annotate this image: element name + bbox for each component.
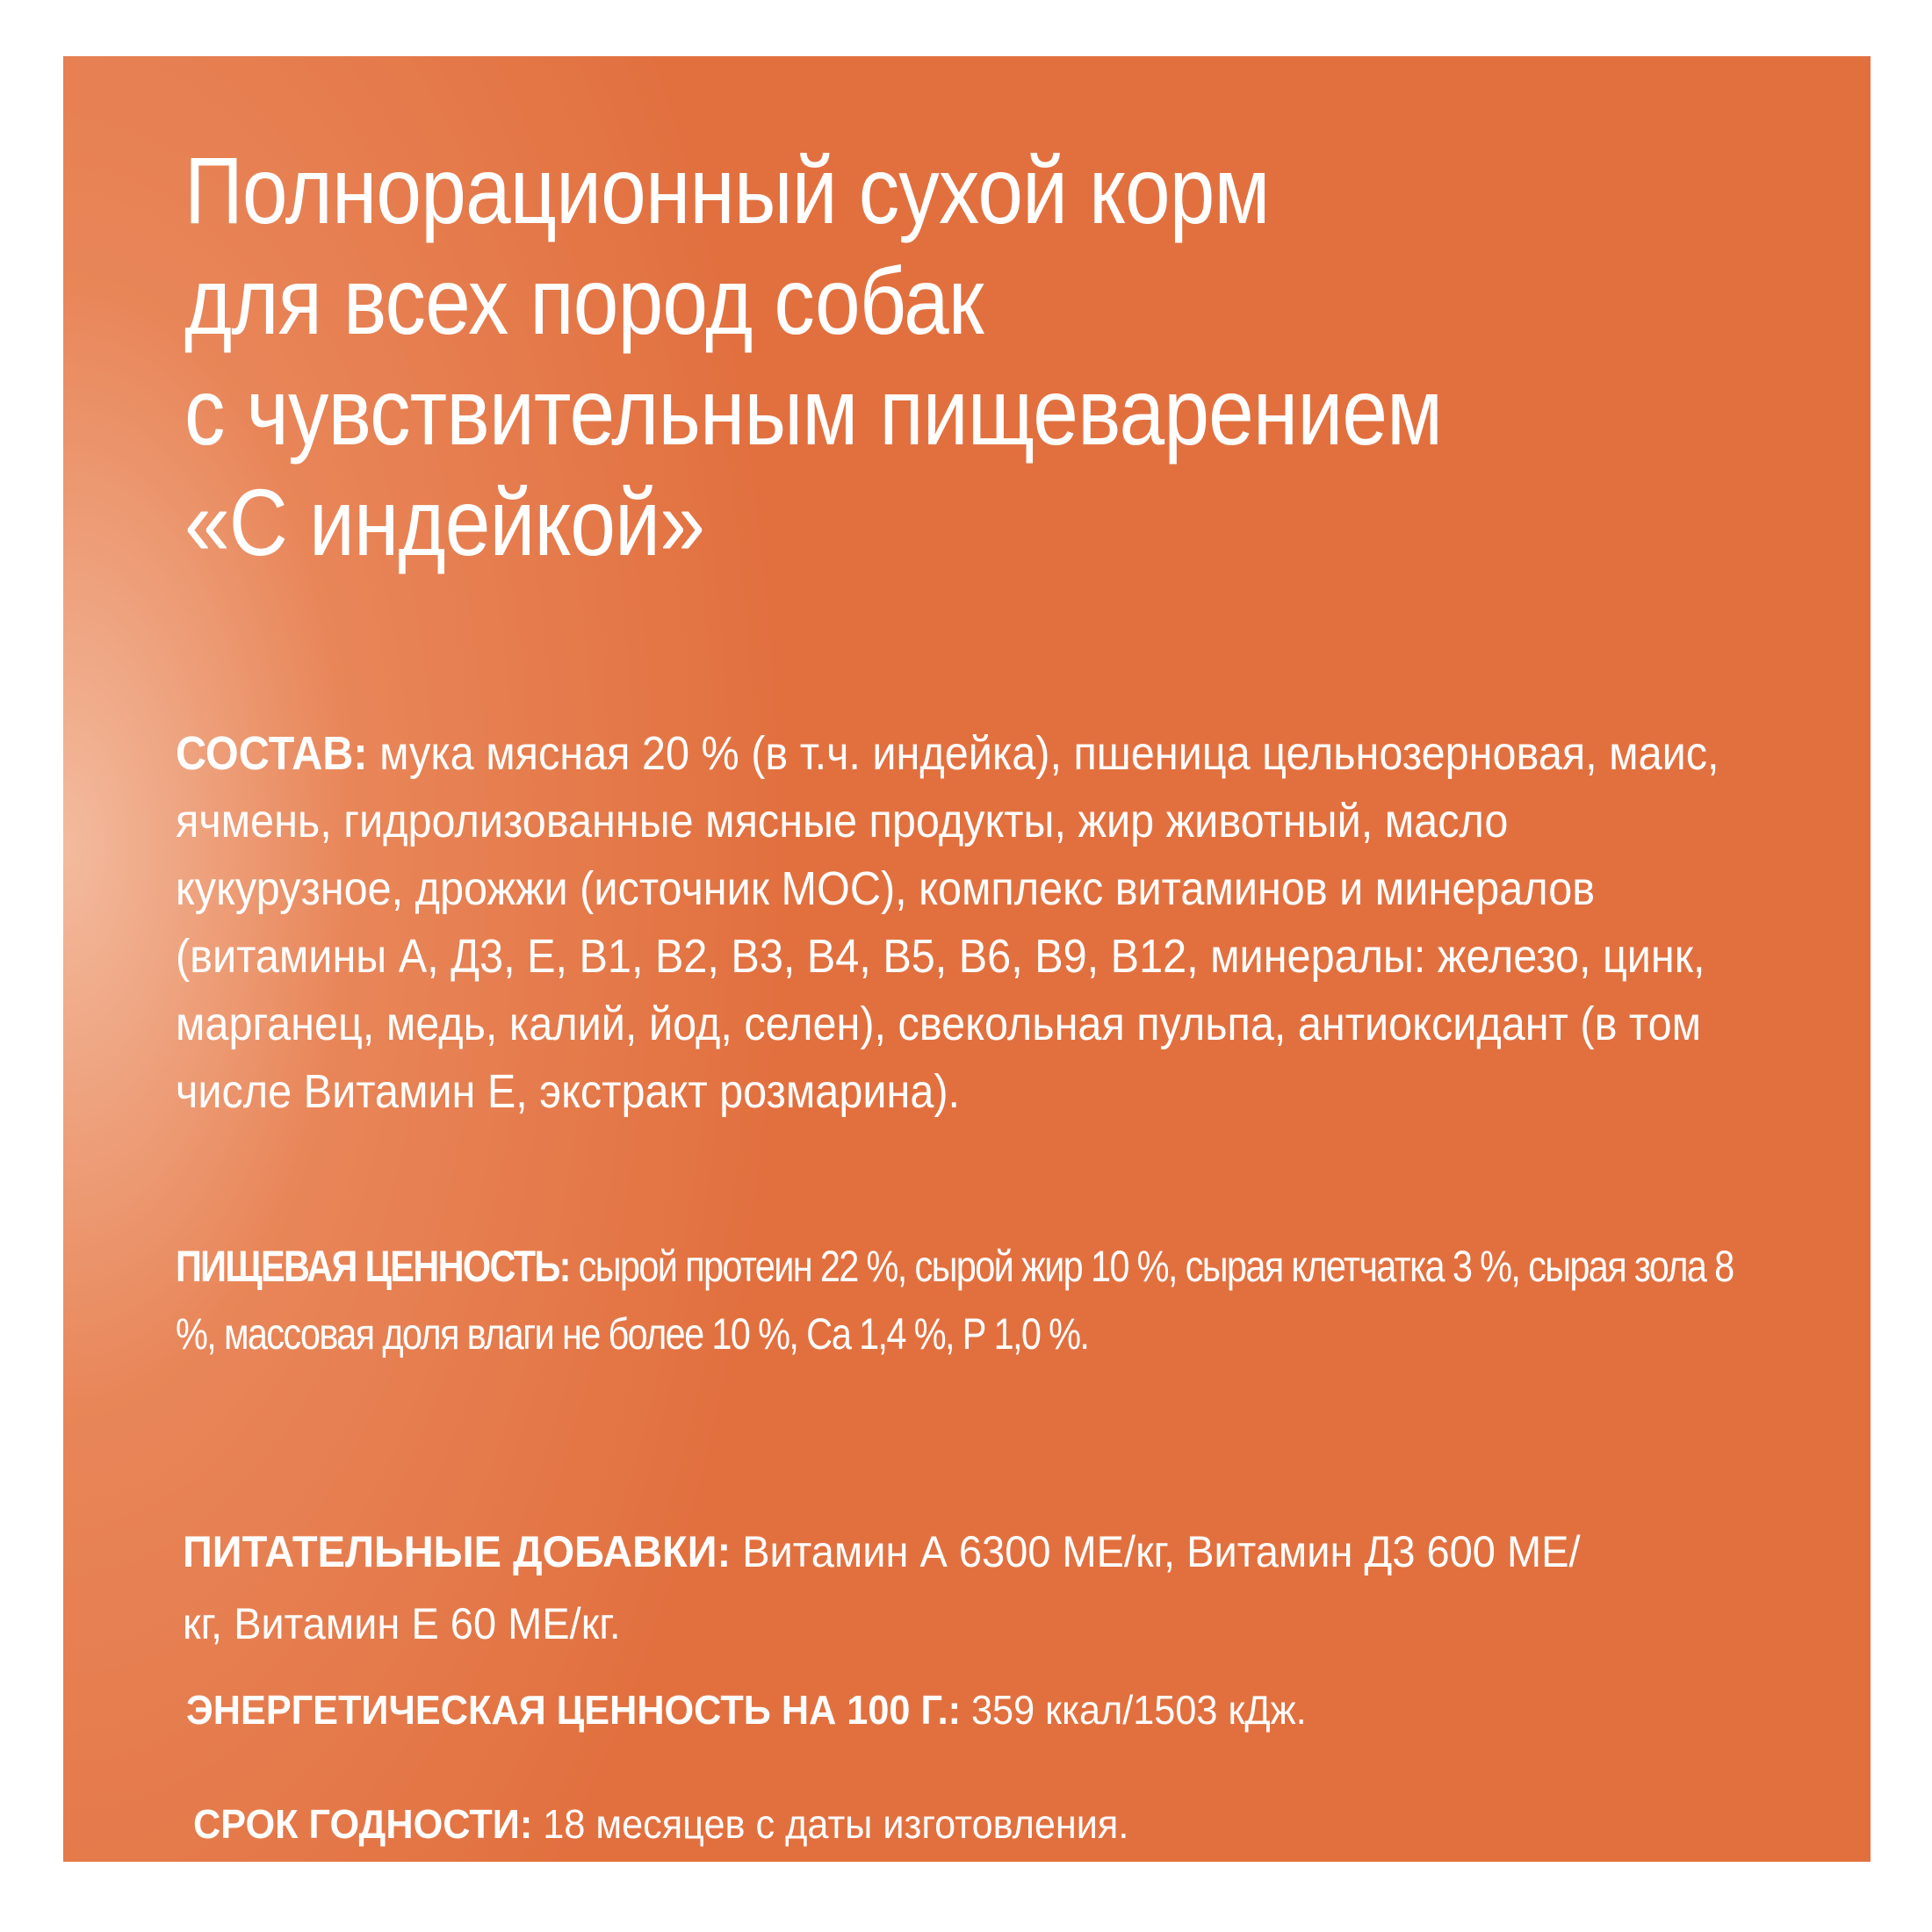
- composition-section: [176, 720, 1733, 1126]
- nutritional-value-section: [176, 1233, 1743, 1368]
- shelf-life-text: 18 месяцев с даты изготовления.: [532, 1801, 1129, 1847]
- shelf-life-label: СРОК ГОДНОСТИ:: [193, 1801, 533, 1847]
- product-info-panel: [63, 56, 1871, 1862]
- nutritional-value-label: ПИЩЕВАЯ ЦЕННОСТЬ:: [176, 1242, 570, 1291]
- title-line-2: для всех пород собак: [184, 248, 984, 354]
- composition-text: мука мясная 20 % (в т.ч. индейка), пшеница цельнозерновая, маис, ячмень, гидролизованные мясные продукты, жир животный, масло кукурузное, дрожжи (источник МОС), комплекс витаминов и минералов (витамины А, Д3, Е, В1, В2, В3, В4, В5, В6, В9, В12, минералы: железо, цинк, марганец, медь, калий, йод, селен), свекольная пульпа, антиоксидант (в том числе Витамин Е, экстракт розмарина).: [176, 727, 1719, 1118]
- composition-label: СОСТАВ:: [176, 727, 368, 780]
- energy-text: 359 ккал/1503 кДж.: [960, 1687, 1307, 1733]
- title-line-1: Полнорационный сухой корм: [184, 137, 1270, 243]
- energy-section: [186, 1679, 1755, 1741]
- nutritional-value-text: сырой протеин 22 %, сырой жир 10 %, сырая клетчатка 3 %, сырая зола 8 %, массовая доля влаги не более 10 %, Са 1,4 %, Р 1,0 %.: [176, 1242, 1734, 1359]
- energy-label: ЭНЕРГЕТИЧЕСКАЯ ЦЕННОСТЬ НА 100 Г.:: [186, 1687, 961, 1733]
- title-line-3: с чувствительным пищеварением: [184, 358, 1443, 465]
- additives-section: [183, 1516, 1603, 1660]
- product-title: [184, 135, 1604, 578]
- additives-text: Витамин А 6300 МЕ/кг, Витамин Д3 600 МЕ/кг, Витамин Е 60 МЕ/кг.: [183, 1527, 1581, 1648]
- shelf-life-section: [193, 1793, 1762, 1855]
- title-line-4: «С индейкой»: [184, 469, 705, 575]
- additives-label: ПИТАТЕЛЬНЫЕ ДОБАВКИ:: [183, 1527, 732, 1576]
